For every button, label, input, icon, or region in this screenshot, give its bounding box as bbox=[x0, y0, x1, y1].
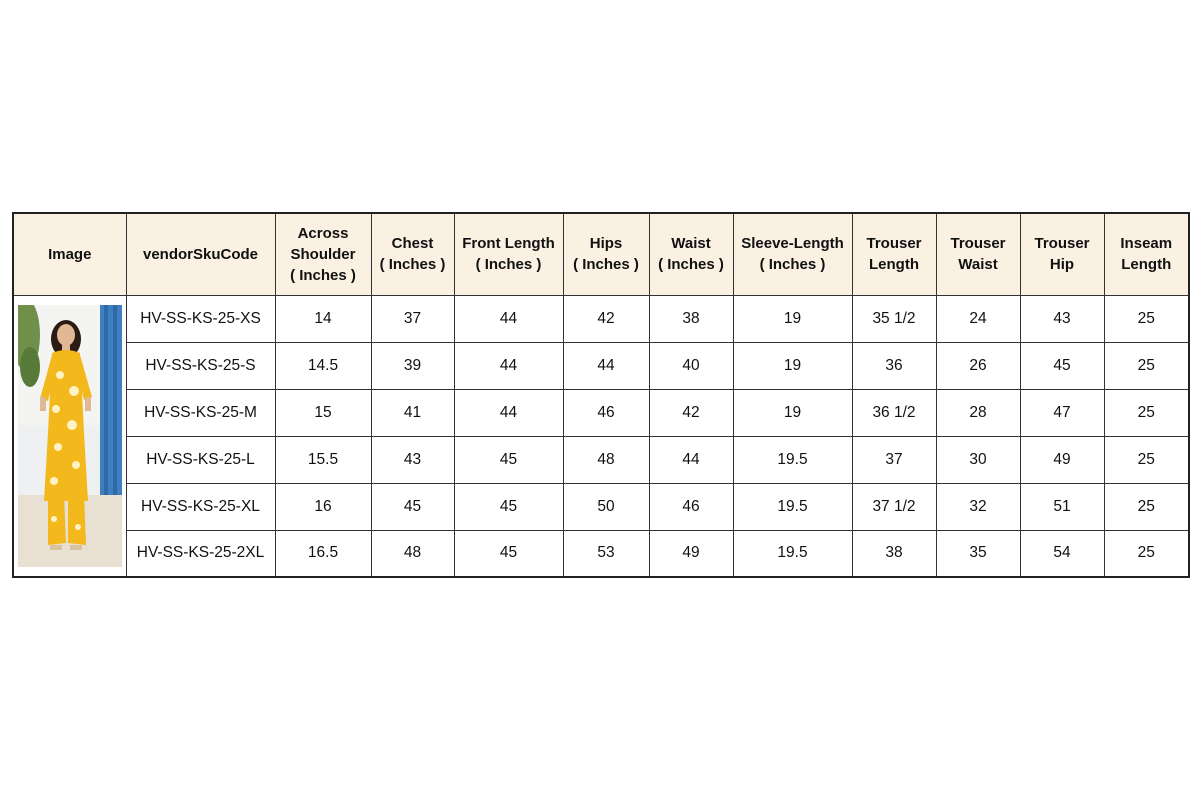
cell-sku: HV-SS-KS-25-XL bbox=[126, 483, 275, 530]
table-row bbox=[13, 436, 1189, 483]
cell-hips: 48 bbox=[563, 436, 649, 483]
cell-inseam-length: 25 bbox=[1104, 389, 1189, 436]
cell-front-length: 44 bbox=[454, 389, 563, 436]
cell-hips: 46 bbox=[563, 389, 649, 436]
table-row bbox=[13, 530, 1189, 577]
cell-front-length: 44 bbox=[454, 342, 563, 389]
product-photo bbox=[18, 305, 122, 567]
table-row bbox=[13, 389, 1189, 436]
cell-sku: HV-SS-KS-25-S bbox=[126, 342, 275, 389]
cell-sleeve-length: 19.5 bbox=[733, 483, 852, 530]
cell-chest: 48 bbox=[371, 530, 454, 577]
cell-sleeve-length: 19 bbox=[733, 389, 852, 436]
cell-trouser-waist: 35 bbox=[936, 530, 1020, 577]
cell-inseam-length: 25 bbox=[1104, 295, 1189, 342]
table-row bbox=[13, 295, 1189, 342]
header-front-length: Front Length ( Inches ) bbox=[454, 213, 563, 295]
header-hips: Hips ( Inches ) bbox=[563, 213, 649, 295]
cell-trouser-hip: 47 bbox=[1020, 389, 1104, 436]
cell-waist: 42 bbox=[649, 389, 733, 436]
cell-across-shoulder: 16.5 bbox=[275, 530, 371, 577]
header-chest: Chest ( Inches ) bbox=[371, 213, 454, 295]
cell-hips: 44 bbox=[563, 342, 649, 389]
cell-waist: 40 bbox=[649, 342, 733, 389]
cell-sku: HV-SS-KS-25-2XL bbox=[126, 530, 275, 577]
cell-trouser-hip: 51 bbox=[1020, 483, 1104, 530]
cell-inseam-length: 25 bbox=[1104, 436, 1189, 483]
cell-chest: 45 bbox=[371, 483, 454, 530]
cell-sku: HV-SS-KS-25-L bbox=[126, 436, 275, 483]
cell-trouser-length: 35 1/2 bbox=[852, 295, 936, 342]
cell-front-length: 45 bbox=[454, 483, 563, 530]
cell-across-shoulder: 14.5 bbox=[275, 342, 371, 389]
cell-front-length: 45 bbox=[454, 436, 563, 483]
header-across-shoulder: Across Shoulder ( Inches ) bbox=[275, 213, 371, 295]
cell-chest: 43 bbox=[371, 436, 454, 483]
cell-waist: 46 bbox=[649, 483, 733, 530]
cell-trouser-length: 37 1/2 bbox=[852, 483, 936, 530]
cell-chest: 39 bbox=[371, 342, 454, 389]
cell-across-shoulder: 16 bbox=[275, 483, 371, 530]
header-trouser-waist: Trouser Waist bbox=[936, 213, 1020, 295]
cell-sleeve-length: 19 bbox=[733, 342, 852, 389]
cell-hips: 50 bbox=[563, 483, 649, 530]
cell-chest: 41 bbox=[371, 389, 454, 436]
cell-waist: 38 bbox=[649, 295, 733, 342]
cell-hips: 42 bbox=[563, 295, 649, 342]
cell-front-length: 44 bbox=[454, 295, 563, 342]
cell-trouser-waist: 30 bbox=[936, 436, 1020, 483]
cell-trouser-length: 37 bbox=[852, 436, 936, 483]
cell-front-length: 45 bbox=[454, 530, 563, 577]
cell-trouser-hip: 43 bbox=[1020, 295, 1104, 342]
cell-across-shoulder: 15 bbox=[275, 389, 371, 436]
cell-waist: 44 bbox=[649, 436, 733, 483]
header-trouser-hip: Trouser Hip bbox=[1020, 213, 1104, 295]
cell-hips: 53 bbox=[563, 530, 649, 577]
cell-trouser-length: 36 bbox=[852, 342, 936, 389]
table-row bbox=[13, 342, 1189, 389]
cell-sleeve-length: 19.5 bbox=[733, 530, 852, 577]
cell-trouser-length: 38 bbox=[852, 530, 936, 577]
cell-inseam-length: 25 bbox=[1104, 342, 1189, 389]
header-vendor-sku-code: vendorSkuCode bbox=[126, 213, 275, 295]
cell-trouser-waist: 26 bbox=[936, 342, 1020, 389]
header-sleeve-length: Sleeve-Length ( Inches ) bbox=[733, 213, 852, 295]
table-row bbox=[13, 483, 1189, 530]
header-trouser-length: Trouser Length bbox=[852, 213, 936, 295]
size-chart-table bbox=[12, 212, 1190, 578]
cell-sleeve-length: 19 bbox=[733, 295, 852, 342]
cell-trouser-waist: 32 bbox=[936, 483, 1020, 530]
header-image: Image bbox=[13, 213, 126, 295]
cell-trouser-hip: 54 bbox=[1020, 530, 1104, 577]
cell-trouser-length: 36 1/2 bbox=[852, 389, 936, 436]
cell-chest: 37 bbox=[371, 295, 454, 342]
cell-sku: HV-SS-KS-25-M bbox=[126, 389, 275, 436]
header-waist: Waist ( Inches ) bbox=[649, 213, 733, 295]
cell-waist: 49 bbox=[649, 530, 733, 577]
cell-trouser-hip: 49 bbox=[1020, 436, 1104, 483]
cell-across-shoulder: 14 bbox=[275, 295, 371, 342]
product-image-cell bbox=[13, 295, 126, 577]
cell-inseam-length: 25 bbox=[1104, 483, 1189, 530]
header-row bbox=[13, 213, 1189, 295]
cell-trouser-waist: 24 bbox=[936, 295, 1020, 342]
header-inseam-length: Inseam Length bbox=[1104, 213, 1189, 295]
cell-sleeve-length: 19.5 bbox=[733, 436, 852, 483]
cell-across-shoulder: 15.5 bbox=[275, 436, 371, 483]
cell-trouser-hip: 45 bbox=[1020, 342, 1104, 389]
cell-trouser-waist: 28 bbox=[936, 389, 1020, 436]
cell-sku: HV-SS-KS-25-XS bbox=[126, 295, 275, 342]
cell-inseam-length: 25 bbox=[1104, 530, 1189, 577]
